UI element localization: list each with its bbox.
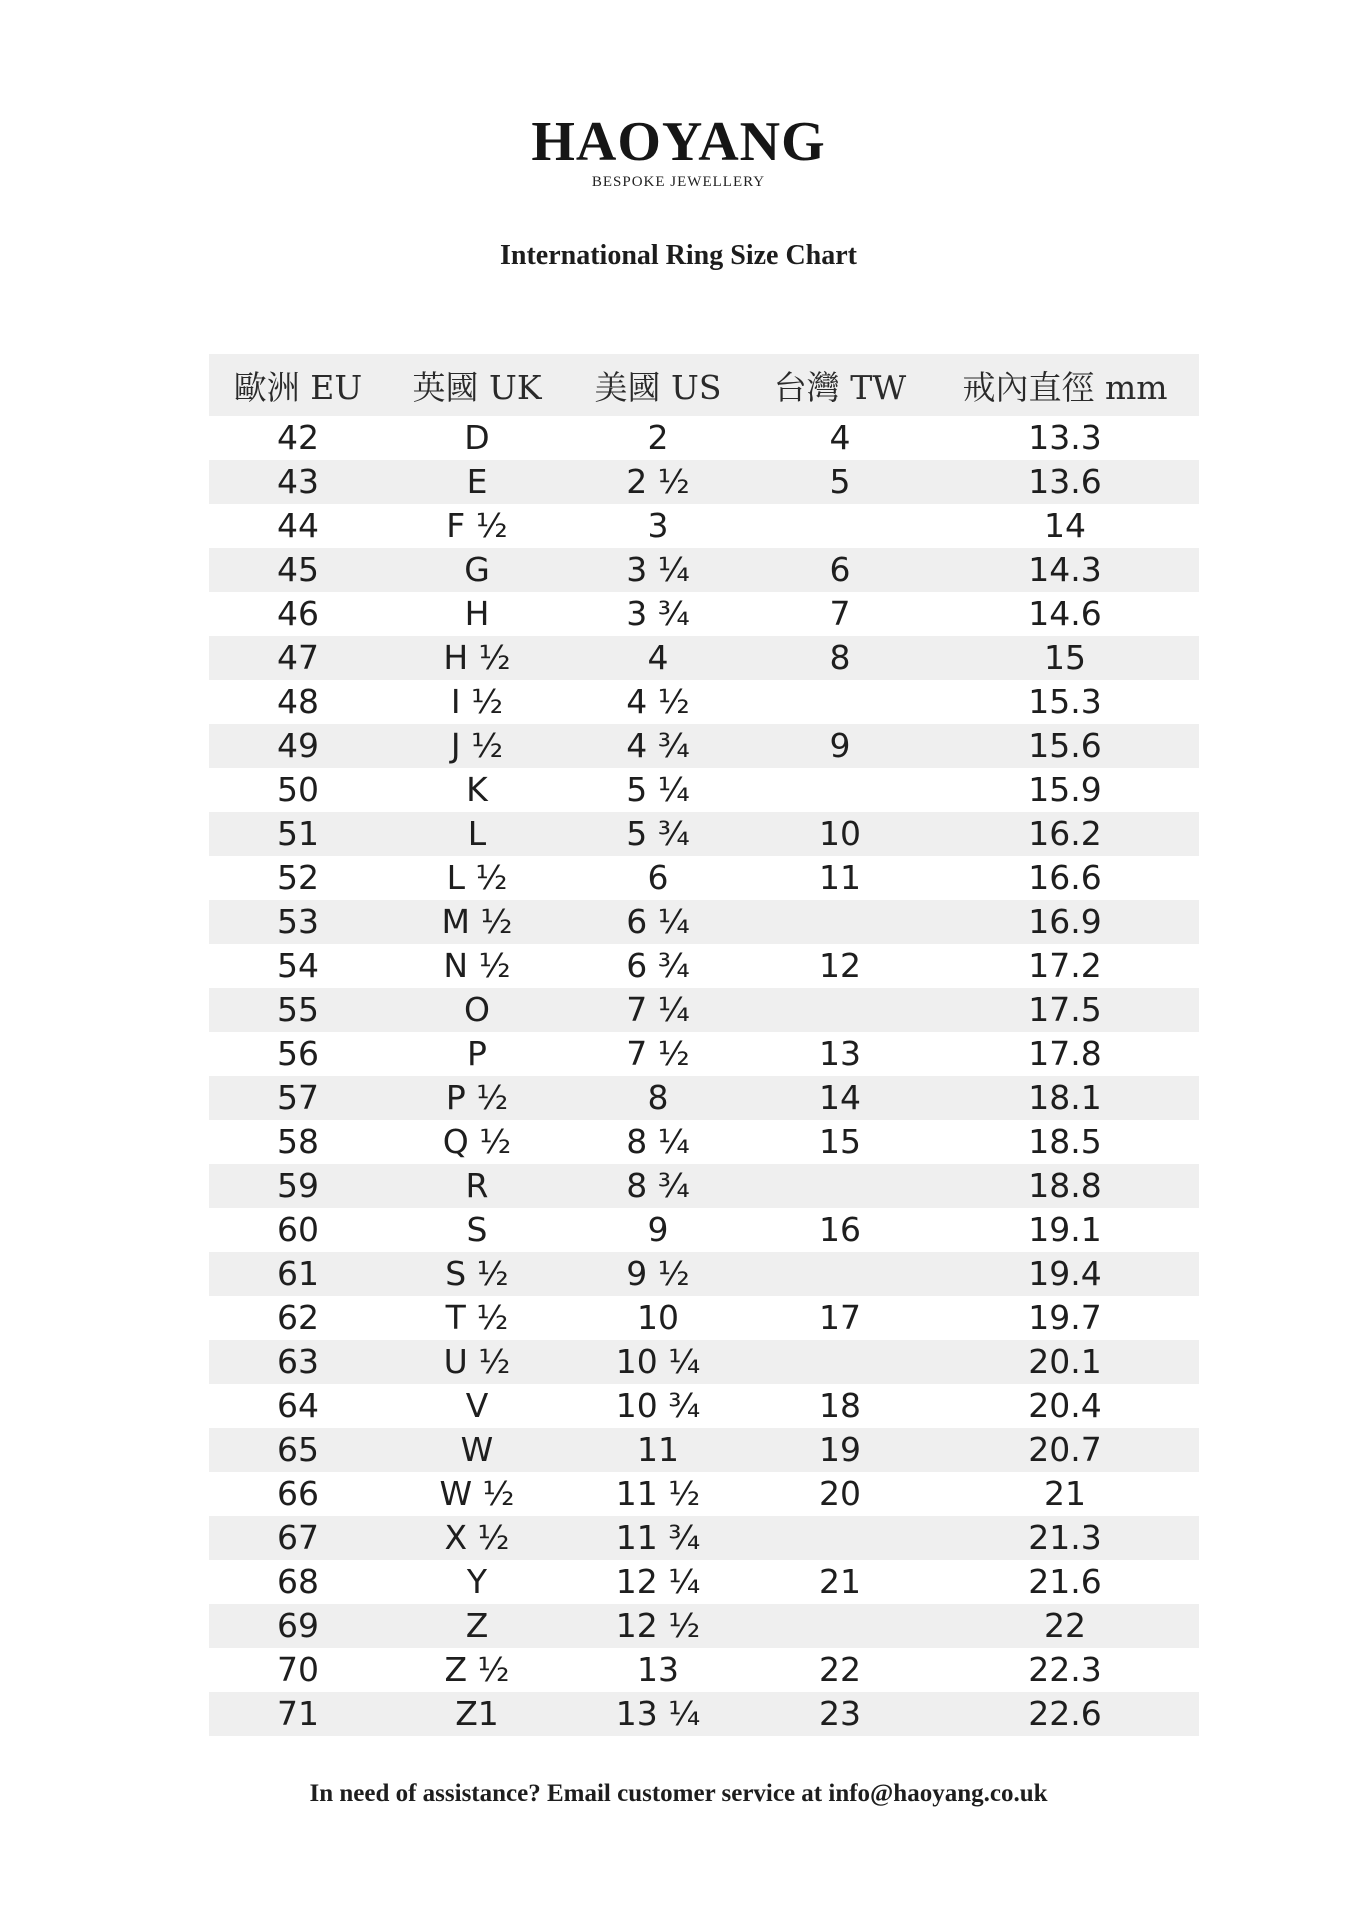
cell-diameter: 22.3 bbox=[1028, 1650, 1102, 1689]
cell-us: 12 ½ bbox=[615, 1606, 701, 1645]
cell-us: 6 ¼ bbox=[626, 902, 690, 941]
cell-us: 4 bbox=[647, 638, 669, 677]
cell-diameter: 16.9 bbox=[1028, 902, 1102, 941]
table-row bbox=[209, 1032, 1199, 1076]
cell-eu: 70 bbox=[277, 1650, 319, 1689]
cell-uk: H bbox=[464, 594, 490, 633]
cell-diameter: 19.4 bbox=[1028, 1254, 1102, 1293]
cell-eu: 66 bbox=[277, 1474, 319, 1513]
footer-assistance: In need of assistance? Email customer service at info@haoyang.co.uk bbox=[309, 1780, 1048, 1807]
cell-eu: 47 bbox=[277, 638, 319, 677]
cell-us: 12 ¼ bbox=[615, 1562, 701, 1601]
cell-uk: X ½ bbox=[444, 1518, 510, 1557]
cell-tw: 20 bbox=[819, 1474, 861, 1513]
cell-uk: P bbox=[467, 1034, 487, 1073]
cell-tw bbox=[749, 1604, 931, 1648]
cell-eu: 56 bbox=[277, 1034, 319, 1073]
cell-tw: 21 bbox=[819, 1562, 861, 1601]
cell-tw: 4 bbox=[829, 418, 851, 457]
cell-uk: W ½ bbox=[439, 1474, 515, 1513]
cell-eu: 50 bbox=[277, 770, 319, 809]
chart-title: International Ring Size Chart bbox=[500, 240, 857, 271]
table-row bbox=[209, 944, 1199, 988]
cell-us: 3 ¾ bbox=[626, 594, 690, 633]
table-row bbox=[209, 1120, 1199, 1164]
cell-uk: N ½ bbox=[443, 946, 511, 985]
cell-uk: T ½ bbox=[445, 1298, 509, 1337]
cell-us: 5 ¾ bbox=[626, 814, 690, 853]
brand-tagline: BESPOKE JEWELLERY bbox=[591, 174, 766, 190]
cell-tw: 6 bbox=[829, 550, 851, 589]
header-uk: 英國 UK bbox=[412, 367, 542, 407]
cell-us: 8 bbox=[647, 1078, 669, 1117]
cell-tw bbox=[749, 1516, 931, 1560]
table-row bbox=[209, 988, 1199, 1032]
header-us: 美國 US bbox=[594, 367, 722, 407]
cell-us: 8 ¾ bbox=[626, 1166, 690, 1205]
table-row bbox=[209, 724, 1199, 768]
cell-us: 4 ¾ bbox=[626, 726, 690, 765]
cell-diameter: 20.1 bbox=[1028, 1342, 1102, 1381]
cell-diameter: 15.9 bbox=[1028, 770, 1102, 809]
cell-diameter: 13.3 bbox=[1028, 418, 1102, 457]
cell-us: 6 bbox=[647, 858, 669, 897]
table-row bbox=[209, 1340, 1199, 1384]
table-row bbox=[209, 1296, 1199, 1340]
cell-eu: 60 bbox=[277, 1210, 319, 1249]
cell-tw: 16 bbox=[819, 1210, 861, 1249]
cell-tw bbox=[749, 1340, 931, 1384]
cell-diameter: 15.6 bbox=[1028, 726, 1102, 765]
cell-eu: 52 bbox=[277, 858, 319, 897]
cell-uk: L bbox=[467, 814, 487, 853]
cell-us: 9 ½ bbox=[626, 1254, 690, 1293]
cell-eu: 71 bbox=[277, 1694, 319, 1733]
cell-uk: Q ½ bbox=[442, 1122, 512, 1161]
cell-diameter: 17.8 bbox=[1028, 1034, 1102, 1073]
cell-eu: 55 bbox=[277, 990, 319, 1029]
cell-tw: 8 bbox=[829, 638, 851, 677]
cell-eu: 49 bbox=[277, 726, 319, 765]
cell-eu: 59 bbox=[277, 1166, 319, 1205]
cell-diameter: 15.3 bbox=[1028, 682, 1102, 721]
table-row bbox=[209, 504, 1199, 548]
cell-uk: V bbox=[465, 1386, 489, 1425]
cell-tw bbox=[749, 504, 931, 548]
cell-uk: S ½ bbox=[445, 1254, 509, 1293]
cell-us: 13 ¼ bbox=[615, 1694, 701, 1733]
cell-diameter: 17.5 bbox=[1028, 990, 1102, 1029]
cell-us: 3 ¼ bbox=[626, 550, 690, 589]
cell-us: 7 ½ bbox=[626, 1034, 690, 1073]
cell-us: 6 ¾ bbox=[626, 946, 690, 985]
table-row bbox=[209, 416, 1199, 460]
table-row bbox=[209, 636, 1199, 680]
cell-uk: I ½ bbox=[450, 682, 504, 721]
cell-tw: 11 bbox=[819, 858, 861, 897]
cell-eu: 48 bbox=[277, 682, 319, 721]
cell-tw bbox=[749, 1164, 931, 1208]
cell-uk: K bbox=[466, 770, 488, 809]
table-row bbox=[209, 1560, 1199, 1604]
table-body bbox=[209, 416, 1199, 1736]
cell-diameter: 18.8 bbox=[1028, 1166, 1102, 1205]
table-row bbox=[209, 592, 1199, 636]
header-tw: 台灣 TW bbox=[773, 367, 907, 407]
cell-tw: 19 bbox=[819, 1430, 861, 1469]
cell-eu: 62 bbox=[277, 1298, 319, 1337]
cell-diameter: 16.2 bbox=[1028, 814, 1102, 853]
table-row bbox=[209, 1208, 1199, 1252]
table-row bbox=[209, 900, 1199, 944]
cell-eu: 57 bbox=[277, 1078, 319, 1117]
cell-uk: Z1 bbox=[455, 1694, 499, 1733]
table-row bbox=[209, 768, 1199, 812]
cell-diameter: 14.3 bbox=[1028, 550, 1102, 589]
table-row bbox=[209, 856, 1199, 900]
cell-uk: J ½ bbox=[450, 726, 504, 765]
cell-diameter: 17.2 bbox=[1028, 946, 1102, 985]
table-row bbox=[209, 680, 1199, 724]
table-row bbox=[209, 1076, 1199, 1120]
header-row bbox=[209, 354, 1199, 416]
cell-tw bbox=[749, 988, 931, 1032]
table-row bbox=[209, 548, 1199, 592]
cell-eu: 42 bbox=[277, 418, 319, 457]
cell-uk: Y bbox=[466, 1562, 488, 1601]
cell-us: 10 ¾ bbox=[615, 1386, 701, 1425]
cell-uk: G bbox=[464, 550, 490, 589]
cell-eu: 64 bbox=[277, 1386, 319, 1425]
cell-us: 13 bbox=[637, 1650, 679, 1689]
table-row bbox=[209, 1164, 1199, 1208]
cell-tw bbox=[749, 768, 931, 812]
cell-diameter: 18.5 bbox=[1028, 1122, 1102, 1161]
header-eu: 歐洲 EU bbox=[233, 367, 363, 407]
table-row bbox=[209, 1516, 1199, 1560]
cell-us: 11 bbox=[637, 1430, 679, 1469]
cell-tw: 10 bbox=[819, 814, 861, 853]
cell-diameter: 20.7 bbox=[1028, 1430, 1102, 1469]
cell-us: 2 bbox=[647, 418, 669, 457]
cell-diameter: 21 bbox=[1044, 1474, 1086, 1513]
table-row bbox=[209, 1692, 1199, 1736]
cell-us: 9 bbox=[647, 1210, 669, 1249]
cell-tw: 18 bbox=[819, 1386, 861, 1425]
cell-eu: 43 bbox=[277, 462, 319, 501]
cell-tw: 23 bbox=[819, 1694, 861, 1733]
cell-diameter: 14 bbox=[1044, 506, 1086, 545]
cell-eu: 68 bbox=[277, 1562, 319, 1601]
cell-tw bbox=[749, 900, 931, 944]
table-header bbox=[209, 354, 1199, 416]
table-row bbox=[209, 1472, 1199, 1516]
table-row bbox=[209, 1428, 1199, 1472]
cell-uk: Z ½ bbox=[444, 1650, 510, 1689]
cell-diameter: 22 bbox=[1044, 1606, 1086, 1645]
cell-eu: 44 bbox=[277, 506, 319, 545]
cell-uk: S bbox=[466, 1210, 488, 1249]
table-row bbox=[209, 812, 1199, 856]
cell-diameter: 18.1 bbox=[1028, 1078, 1102, 1117]
table-row bbox=[209, 460, 1199, 504]
cell-tw: 9 bbox=[829, 726, 851, 765]
cell-us: 7 ¼ bbox=[626, 990, 690, 1029]
header-diameter: 戒內直徑 mm bbox=[962, 367, 1168, 407]
cell-eu: 46 bbox=[277, 594, 319, 633]
cell-tw: 7 bbox=[829, 594, 851, 633]
cell-tw: 17 bbox=[819, 1298, 861, 1337]
table-row bbox=[209, 1648, 1199, 1692]
cell-tw: 12 bbox=[819, 946, 861, 985]
cell-diameter: 19.1 bbox=[1028, 1210, 1102, 1249]
cell-tw: 5 bbox=[829, 462, 851, 501]
cell-diameter: 21.6 bbox=[1028, 1562, 1102, 1601]
cell-eu: 51 bbox=[277, 814, 319, 853]
cell-uk: H ½ bbox=[443, 638, 511, 677]
table-row bbox=[209, 1252, 1199, 1296]
cell-uk: L ½ bbox=[446, 858, 508, 897]
cell-diameter: 19.7 bbox=[1028, 1298, 1102, 1337]
cell-uk: M ½ bbox=[441, 902, 513, 941]
cell-diameter: 22.6 bbox=[1028, 1694, 1102, 1733]
brand-header bbox=[0, 112, 1357, 191]
cell-diameter: 21.3 bbox=[1028, 1518, 1102, 1557]
cell-eu: 67 bbox=[277, 1518, 319, 1557]
table-row bbox=[209, 1604, 1199, 1648]
cell-diameter: 20.4 bbox=[1028, 1386, 1102, 1425]
brand-logo: HAOYANG bbox=[531, 111, 826, 173]
cell-diameter: 13.6 bbox=[1028, 462, 1102, 501]
cell-tw bbox=[749, 1252, 931, 1296]
cell-uk: D bbox=[464, 418, 490, 457]
cell-us: 11 ¾ bbox=[615, 1518, 701, 1557]
cell-us: 11 ½ bbox=[615, 1474, 701, 1513]
cell-tw: 14 bbox=[819, 1078, 861, 1117]
cell-uk: O bbox=[464, 990, 490, 1029]
cell-tw: 22 bbox=[819, 1650, 861, 1689]
cell-us: 10 bbox=[637, 1298, 679, 1337]
cell-us: 10 ¼ bbox=[615, 1342, 701, 1381]
cell-uk: W bbox=[460, 1430, 494, 1469]
cell-us: 3 bbox=[647, 506, 669, 545]
cell-eu: 69 bbox=[277, 1606, 319, 1645]
cell-uk: P ½ bbox=[445, 1078, 509, 1117]
cell-eu: 65 bbox=[277, 1430, 319, 1469]
cell-eu: 45 bbox=[277, 550, 319, 589]
cell-us: 4 ½ bbox=[626, 682, 690, 721]
ring-size-table bbox=[209, 354, 1199, 1736]
cell-uk: F ½ bbox=[446, 506, 508, 545]
cell-uk: Z bbox=[465, 1606, 489, 1645]
cell-tw: 15 bbox=[819, 1122, 861, 1161]
cell-eu: 53 bbox=[277, 902, 319, 941]
cell-us: 8 ¼ bbox=[626, 1122, 690, 1161]
cell-eu: 54 bbox=[277, 946, 319, 985]
cell-eu: 61 bbox=[277, 1254, 319, 1293]
cell-tw bbox=[749, 680, 931, 724]
cell-eu: 63 bbox=[277, 1342, 319, 1381]
cell-uk: R bbox=[465, 1166, 489, 1205]
cell-diameter: 15 bbox=[1044, 638, 1086, 677]
cell-us: 5 ¼ bbox=[626, 770, 690, 809]
cell-eu: 58 bbox=[277, 1122, 319, 1161]
table-row bbox=[209, 1384, 1199, 1428]
cell-diameter: 16.6 bbox=[1028, 858, 1102, 897]
cell-us: 2 ½ bbox=[626, 462, 690, 501]
cell-diameter: 14.6 bbox=[1028, 594, 1102, 633]
cell-uk: E bbox=[466, 462, 488, 501]
cell-uk: U ½ bbox=[443, 1342, 511, 1381]
cell-tw: 13 bbox=[819, 1034, 861, 1073]
